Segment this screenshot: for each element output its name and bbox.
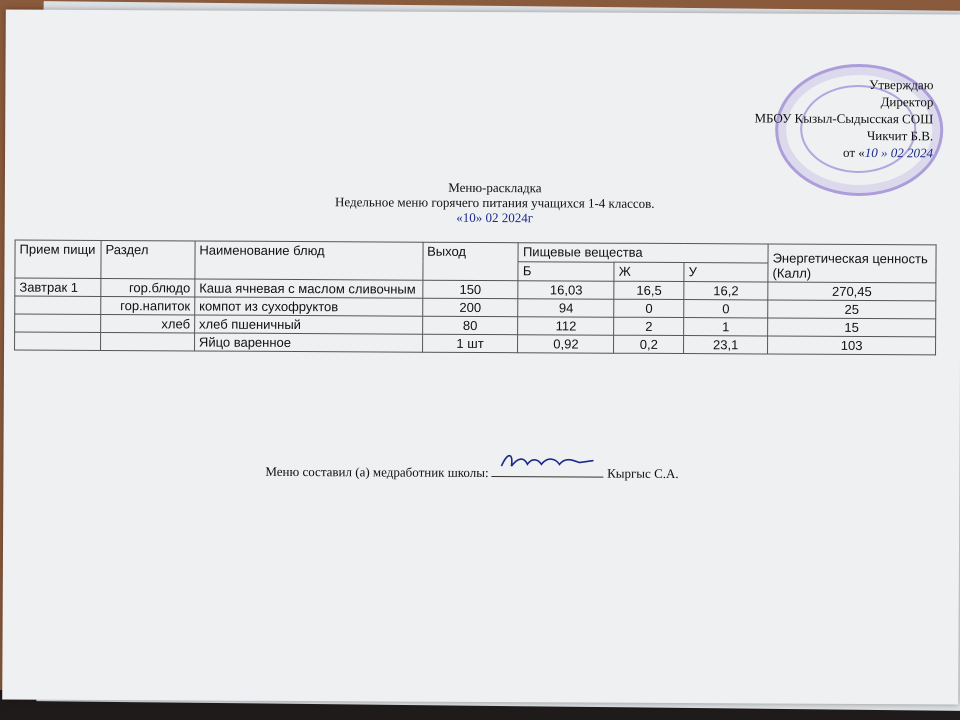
approval-line-1: Утверждаю xyxy=(869,77,934,93)
header-fat: Ж xyxy=(614,262,684,281)
cell-section: гор.блюдо xyxy=(101,279,195,297)
cell-protein: 94 xyxy=(518,299,614,318)
compiled-by-name: Кыргыс С.А. xyxy=(607,465,679,482)
approval-block xyxy=(754,75,933,161)
document-subtitle: Недельное меню горячего питания учащихся 1-4 классов. xyxy=(334,194,655,211)
header-dish: Наименование блюд xyxy=(195,241,423,280)
cell-carbs: 0 xyxy=(684,300,768,318)
cell-dish: Каша ячневая с маслом сливочным xyxy=(195,279,423,298)
menu-table xyxy=(14,240,937,356)
cell-dish: Яйцо варенное xyxy=(194,333,422,352)
approval-line-2: Директор xyxy=(880,94,934,110)
cell-meal xyxy=(15,314,101,332)
header-nutrients: Пищевые вещества xyxy=(518,243,768,263)
cell-carbs: 1 xyxy=(684,318,768,336)
compiled-by-line xyxy=(265,461,678,482)
cell-output: 1 шт xyxy=(422,334,518,353)
approval-date-prefix: от « xyxy=(843,144,865,161)
cell-section: гор.напиток xyxy=(101,297,195,315)
cell-meal xyxy=(15,296,101,314)
cell-carbs: 16,2 xyxy=(684,282,768,300)
table-header-row xyxy=(15,240,936,264)
cell-output: 150 xyxy=(422,280,518,299)
header-output: Выход xyxy=(422,242,518,281)
header-meal: Прием пищи xyxy=(15,240,101,278)
cell-meal: Завтрак 1 xyxy=(15,278,101,296)
cell-carbs: 23,1 xyxy=(684,336,768,354)
signature-scribble-icon xyxy=(498,448,598,475)
cell-fat: 0 xyxy=(614,299,684,317)
document-title: Меню-раскладка xyxy=(448,179,542,196)
approval-line-3: МБОУ Кызыл-Сыдысская СОШ xyxy=(754,110,934,127)
cell-protein: 16,03 xyxy=(518,281,614,300)
cell-meal xyxy=(15,332,101,350)
header-protein: Б xyxy=(518,262,614,282)
cell-fat: 0,2 xyxy=(614,335,684,353)
approval-date-value: 10 » 02 2024 xyxy=(864,145,934,161)
menu-document xyxy=(2,10,960,705)
header-section: Раздел xyxy=(101,241,195,279)
cell-energy: 25 xyxy=(768,300,936,319)
cell-fat: 2 xyxy=(614,317,684,335)
cell-protein: 112 xyxy=(518,317,614,336)
cell-section: хлеб xyxy=(101,315,195,333)
cell-protein: 0,92 xyxy=(518,335,614,354)
cell-energy: 270,45 xyxy=(768,282,936,301)
document-date: «10» 02 2024г xyxy=(456,209,534,226)
header-energy: Энергетическая ценность (Калл) xyxy=(768,244,936,283)
compiled-by-label: Меню составил (а) медработник школы: xyxy=(265,463,489,481)
cell-output: 200 xyxy=(422,298,518,317)
approval-line-4: Чикчит Б.В. xyxy=(866,128,934,144)
cell-output: 80 xyxy=(422,316,518,335)
table-row xyxy=(15,332,936,355)
signature xyxy=(492,462,604,478)
cell-fat: 16,5 xyxy=(614,281,684,299)
approval-date xyxy=(754,143,933,161)
header-carbs: У xyxy=(684,263,768,282)
cell-dish: компот из сухофруктов xyxy=(195,297,423,316)
document-titles xyxy=(245,179,745,227)
cell-energy: 15 xyxy=(768,318,936,337)
cell-dish: хлеб пшеничный xyxy=(194,315,422,334)
cell-energy: 103 xyxy=(768,336,936,355)
cell-section xyxy=(100,333,194,351)
